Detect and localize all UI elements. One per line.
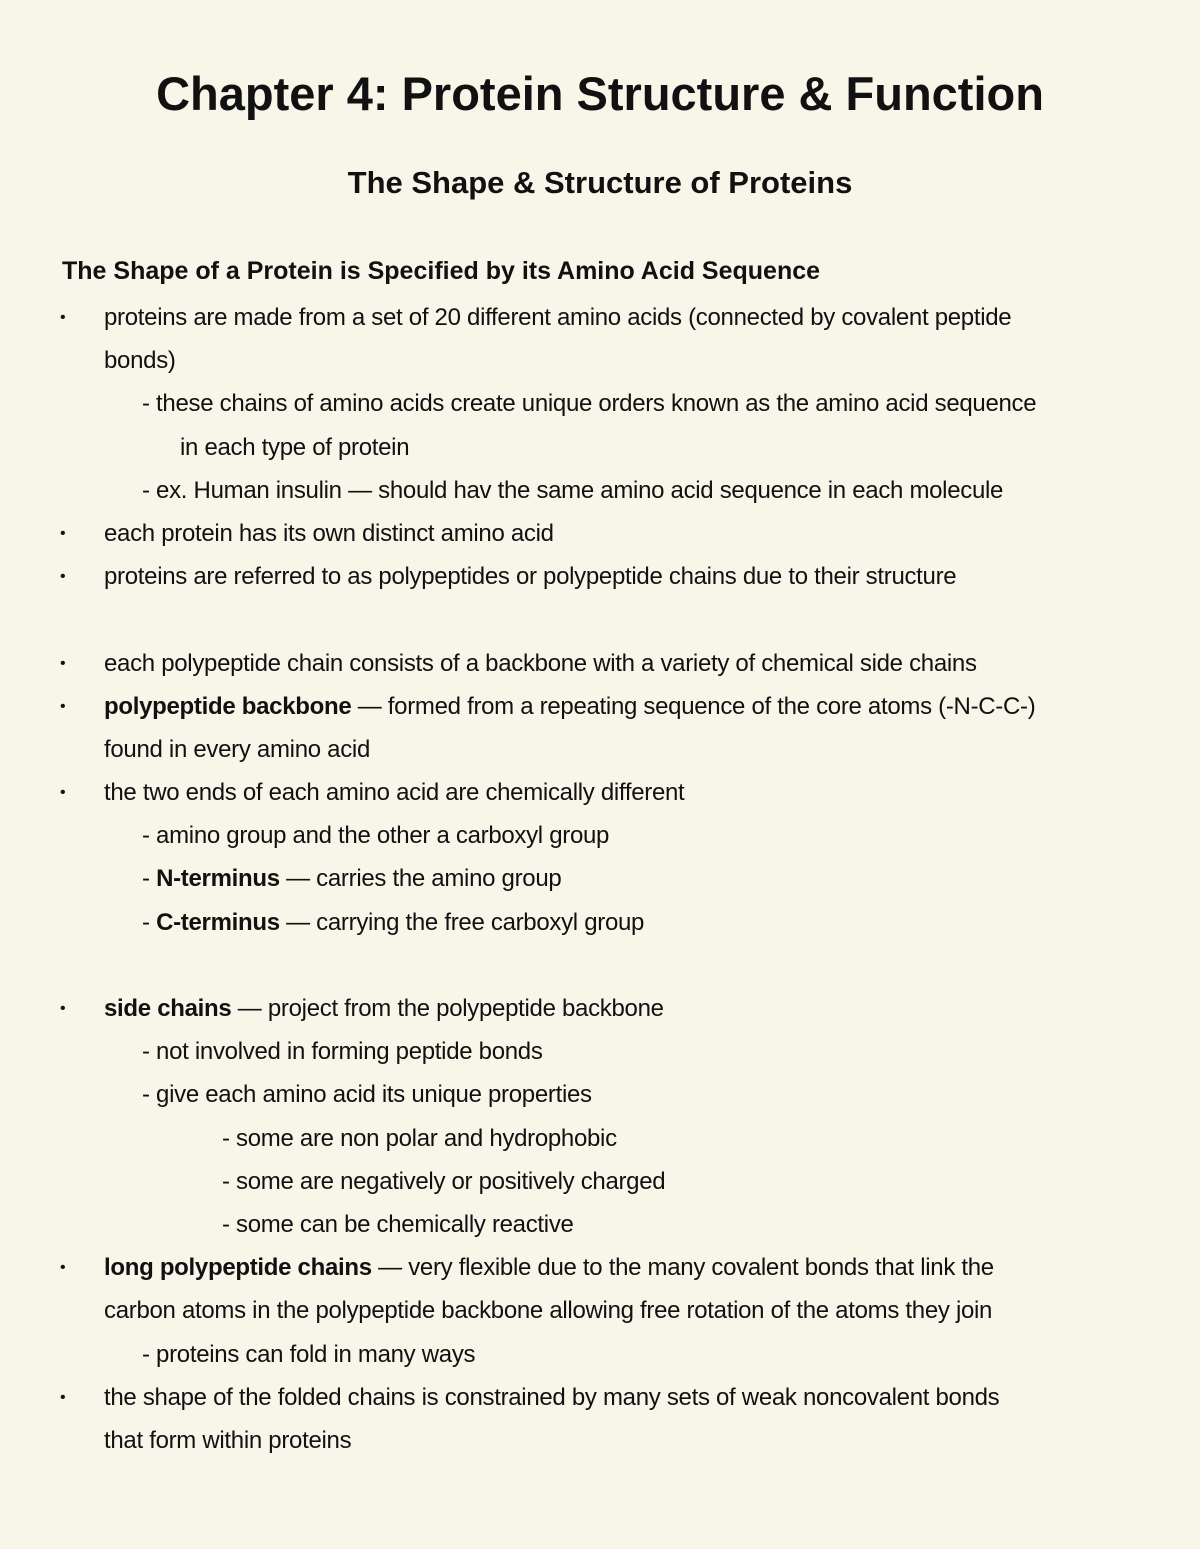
note-line [0, 901, 1200, 944]
line-body: - ex. Human insulin — should hav the same amino acid sequence in each molecule [142, 476, 1004, 504]
line-text [142, 857, 561, 900]
line-text [142, 382, 1036, 425]
note-line [0, 857, 1200, 900]
bullet-item [0, 987, 1200, 1030]
line-body: - some are non polar and hydrophobic [222, 1124, 617, 1152]
line-text [104, 339, 176, 382]
line-prefix: - [142, 908, 157, 936]
line-body: bonds) [104, 347, 176, 375]
line-text [180, 426, 409, 469]
note-line [0, 1160, 1200, 1203]
note-line [0, 1030, 1200, 1073]
bullet-item [0, 771, 1200, 814]
bullet-item [0, 642, 1200, 685]
bullet-marker: • [60, 524, 66, 542]
bullet-marker: • [60, 1000, 66, 1017]
term-bold: N-terminus [156, 865, 280, 893]
line-body: that form within proteins [104, 1426, 352, 1454]
line-text [222, 1203, 574, 1246]
line-body: - amino group and the other a carboxyl group [142, 822, 610, 850]
note-line [0, 339, 1200, 382]
line-body: proteins are referred to as polypeptides or polypeptide chains due to their structure [104, 563, 957, 591]
line-text [104, 555, 956, 598]
bullet-marker: • [60, 784, 66, 802]
bullet-item [0, 1376, 1200, 1419]
line-text [104, 1419, 351, 1462]
document-title: Chapter 4: Protein Structure & Function [156, 67, 1044, 120]
line-text [104, 685, 1035, 728]
line-body: found in every amino acid [104, 735, 370, 763]
line-body: the two ends of each amino acid are chemically different [104, 779, 685, 807]
line-body: each polypeptide chain consists of a backbone with a variety of chemical side chains [104, 649, 977, 677]
line-text [142, 901, 644, 944]
term-bold: polypeptide backbone [104, 692, 352, 720]
bullet-marker: • [60, 1388, 66, 1406]
bullet-marker: • [60, 1259, 66, 1277]
blank-line [0, 944, 1200, 987]
note-line [0, 469, 1200, 512]
line-prefix: - [142, 865, 157, 893]
line-body: - these chains of amino acids create unique orders known as the amino acid sequence [142, 390, 1037, 418]
bullet-item [0, 685, 1200, 728]
line-body: - proteins can fold in many ways [142, 1340, 476, 1368]
line-body: the shape of the folded chains is constrained by many sets of weak noncovalent bonds [104, 1383, 1000, 1411]
line-text [104, 771, 684, 814]
note-line [0, 1289, 1200, 1332]
line-body: proteins are made from a set of 20 different amino acids (connected by covalent peptide [104, 304, 1012, 331]
line-text [222, 1117, 617, 1160]
line-text [104, 296, 1011, 339]
bullet-marker: • [60, 697, 66, 715]
note-line [0, 426, 1200, 469]
bullet-marker: • [60, 654, 66, 672]
bullet-item [0, 296, 1200, 339]
line-body: each protein has its own distinct amino acid [104, 519, 554, 547]
line-text [142, 1073, 592, 1116]
note-line [0, 382, 1200, 425]
line-text [104, 512, 554, 555]
line-text [142, 1333, 475, 1376]
bullet-marker: • [60, 309, 66, 326]
line-body: — very flexible due to the many covalent bonds that link the [371, 1254, 994, 1282]
term-bold: long polypeptide chains [104, 1254, 372, 1282]
note-line [0, 1203, 1200, 1246]
bullet-item [0, 555, 1200, 598]
document-subtitle: The Shape & Structure of Proteins [347, 165, 853, 200]
line-body: — project from the polypeptide backbone [231, 995, 664, 1022]
line-body: carbon atoms in the polypeptide backbone allowing free rotation of the atoms they join [104, 1297, 993, 1325]
bullet-item [0, 1246, 1200, 1289]
note-line [0, 728, 1200, 771]
note-line [0, 1073, 1200, 1116]
line-text [222, 1160, 665, 1203]
note-line [0, 1117, 1200, 1160]
line-body: — carrying the free carboxyl group [279, 908, 645, 936]
bullet-item [0, 512, 1200, 555]
line-text [104, 1376, 999, 1419]
note-line [0, 1419, 1200, 1462]
line-text [142, 469, 1003, 512]
line-body: - some are negatively or positively charged [222, 1167, 666, 1195]
note-line [0, 1333, 1200, 1376]
line-text [104, 987, 664, 1030]
line-body: — carries the amino group [279, 865, 562, 893]
section-heading: The Shape of a Protein is Specified by its Amino Acid Sequence [62, 257, 821, 285]
notes-body [0, 296, 1200, 1462]
term-bold: side chains [104, 995, 232, 1022]
term-bold: C-terminus [156, 908, 280, 936]
line-text [104, 642, 977, 685]
line-text [104, 1289, 992, 1332]
note-line [0, 814, 1200, 857]
line-body: in each type of protein [180, 433, 410, 461]
blank-line [0, 598, 1200, 641]
line-body: - some can be chemically reactive [222, 1210, 574, 1238]
line-body: — formed from a repeating sequence of the core atoms (-N-C-C-) [351, 692, 1036, 720]
line-body: - not involved in forming peptide bonds [142, 1038, 543, 1066]
line-text [142, 1030, 543, 1073]
line-body: - give each amino acid its unique properties [142, 1081, 592, 1109]
bullet-marker: • [60, 568, 66, 586]
line-text [142, 814, 609, 857]
line-text [104, 728, 370, 771]
line-text [104, 1246, 994, 1289]
